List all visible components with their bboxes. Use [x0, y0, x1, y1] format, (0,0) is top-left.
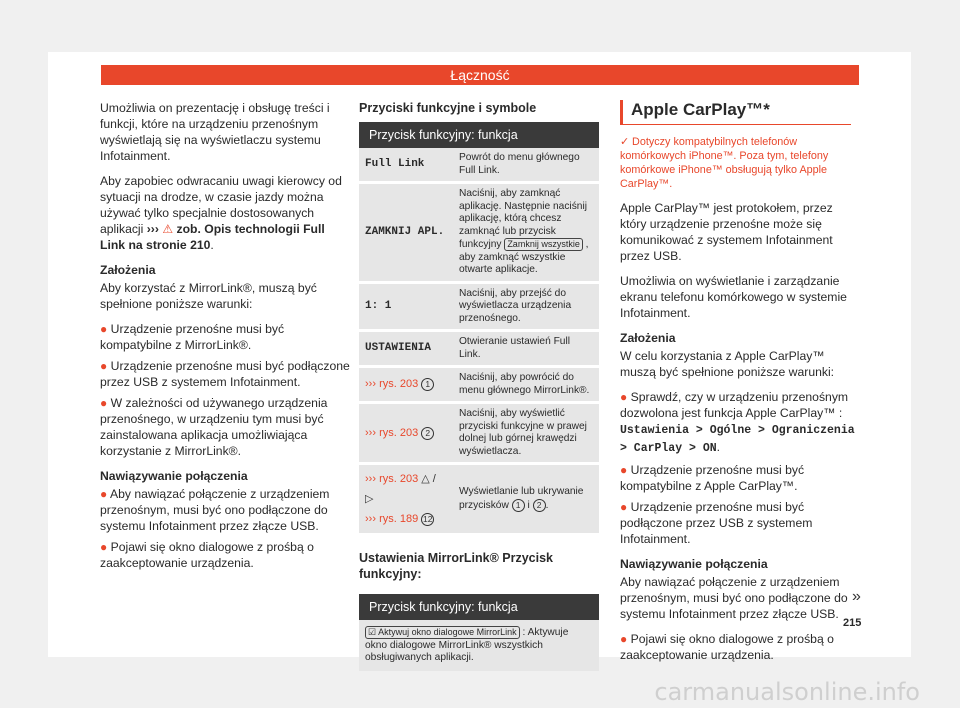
paragraph: W celu korzystania z Apple CarPlay™ muszą być spełnione poniższe warunki:: [620, 349, 835, 379]
table-key: ZAMKNIJ APL.: [359, 183, 453, 283]
bullet-icon: ●: [100, 359, 108, 373]
list-item: ● Urządzenie przenośne musi być podłączone przez USB z systemem Infotainment.: [100, 359, 350, 389]
figure-ref-link[interactable]: rys. 189: [379, 513, 419, 525]
section-title: Ustawienia MirrorLink® Przycisk funkcyjny:: [359, 551, 554, 581]
table-key: ››› rys. 203 1: [359, 367, 453, 403]
callout-number: 1: [421, 378, 434, 391]
table-key: ››› rys. 203 2: [359, 403, 453, 464]
warning-icon: ⚠: [162, 222, 174, 236]
table-header: Przycisk funkcyjny: funkcja: [359, 122, 599, 148]
table-row: [359, 183, 599, 283]
table-row: [359, 403, 599, 464]
column-apple-carplay: [620, 100, 860, 668]
table-value: Naciśnij, aby przejść do wyświetlacza urządzenia przenośnego.: [453, 282, 599, 331]
page-number: 215: [843, 617, 862, 629]
paragraph: Umożliwia on prezentację i obsługę treści i funkcji, które na urządzeniu przenośnym wyświetlają się na wyświetlaczu systemu Infotainment.: [100, 101, 330, 163]
paragraph: Umożliwia on wyświetlanie i zarządzanie ekranu telefonu komórkowego w systemie Infotainment.: [620, 274, 847, 320]
column-mirrorlink-intro: [100, 100, 350, 576]
table-value: Otwieranie ustawień Full Link.: [453, 331, 599, 367]
figure-ref-link[interactable]: rys. 203: [379, 426, 419, 439]
list-item: ● Pojawi się okno dialogowe z prośbą o zaakceptowanie urządzenia.: [100, 540, 314, 570]
callout-number: 2: [421, 427, 434, 440]
heading-connection: Nawiązywanie połączenia: [100, 469, 248, 483]
list-item: ● Urządzenie przenośne musi być kompatybilne z MirrorLink®.: [100, 322, 285, 352]
table-row: [359, 331, 599, 367]
list-item: ● Urządzenie przenośne musi być kompatybilne z Apple CarPlay™.: [620, 463, 805, 493]
heading-requirements: Założenia: [100, 263, 156, 277]
figure-ref-link[interactable]: rys. 203: [379, 473, 419, 485]
paragraph: Apple CarPlay™ jest protokołem, przez który urządzenie przenośne może się komunikować z systemem Infotainment przez USB.: [620, 201, 833, 263]
callout-number: 1: [512, 499, 525, 512]
arrow-symbols: △ / ▷: [365, 473, 436, 505]
table-value: Naciśnij, aby wyświetlić przyciski funkcyjne w prawej dolnej lub górnej krawędzi wyświetlacza.: [453, 403, 599, 464]
bullet-icon: ●: [100, 322, 108, 336]
continued-icon: »: [852, 588, 861, 605]
table-key: ››› rys. 203 △ / ▷ ››› rys. 189 12: [359, 464, 453, 535]
list-item: ● Sprawdź, czy w urządzeniu przenośnym dozwolona jest funkcja Apple CarPlay™ : Ustawienia > Ogólne > Ograniczenia > CarPlay > ON.: [620, 390, 855, 455]
list-item: ● W zależności od używanego urządzenia przenośnego, w urządzeniu tym musi być zainstalowana aplikacja umożliwiająca korzystanie z MirrorLink®.: [100, 396, 328, 458]
table-value: Powrót do menu głównego Full Link.: [453, 148, 599, 183]
list-item: ● Pojawi się okno dialogowe z prośbą o zaakceptowanie urządzenia.: [620, 632, 834, 662]
section-title: Przyciski funkcyjne i symbole: [359, 101, 537, 115]
bullet-icon: ●: [100, 487, 108, 501]
table-key: USTAWIENIA: [359, 331, 453, 367]
table-value: Naciśnij, aby powrócić do menu głównego MirrorLink®.: [453, 367, 599, 403]
close-all-button[interactable]: Zamknij wszystkie: [504, 238, 583, 251]
bullet-icon: ●: [620, 390, 628, 404]
list-item: ● Urządzenie przenośne musi być podłączone przez USB z systemem Infotainment.: [620, 500, 813, 546]
table-row: [359, 367, 599, 403]
checkbox-icon: ☑: [368, 627, 377, 637]
paragraph-warning: Aby zapobiec odwracaniu uwagi kierowcy od sytuacji na drodze, w czasie jazdy można używać tylko specjalnie dostosowanych aplikacji ››› ⚠ zob. Opis technologii Full Link na stronie 210.: [100, 174, 342, 252]
table-value: Naciśnij, aby zamknąć aplikację. Następnie naciśnij aplikację, którą chcesz zamknąć lub przycisk funkcyjny Zamknij wszystkie , aby zamknąć wszystkie otwarte aplikacje.: [453, 183, 599, 283]
table-value: Wyświetlanie lub ukrywanie przycisków 1 i 2 .: [453, 464, 599, 535]
table-header: Przycisk funkcyjny: funkcja: [359, 594, 599, 620]
table-key: 1: 1: [359, 282, 453, 331]
bullet-icon: ●: [620, 463, 628, 477]
bullet-icon: ●: [100, 540, 108, 554]
function-table: [359, 148, 599, 536]
arrow-ref: ›››: [146, 222, 159, 236]
cross-reference-link[interactable]: zob. Opis technologii Full Link na stronie 210: [100, 222, 325, 252]
table-row: [359, 282, 599, 331]
bullet-icon: ●: [620, 500, 628, 514]
heading-requirements: Założenia: [620, 331, 676, 345]
paragraph: Aby nawiązać połączenie z urządzeniem przenośnym, musi być ono podłączone do systemu Infotainment przez złącze USB.: [620, 575, 848, 621]
compatibility-note: ✓ Dotyczy kompatybilnych telefonów komórkowych iPhone™. Poza tym, telefony komórkowe iPhone™ obsługują tylko Apple CarPlay™.: [620, 136, 829, 190]
table-row: [359, 148, 599, 183]
page-header: Łączność: [101, 65, 859, 85]
figure-ref-link[interactable]: rys. 203: [379, 378, 419, 390]
callout-number: 12: [423, 514, 433, 524]
activate-dialog-checkbox[interactable]: ☑ Aktywuj okno dialogowe MirrorLink: [365, 626, 520, 639]
bullet-icon: ●: [100, 396, 108, 410]
mirrorlink-setting: ☑ Aktywuj okno dialogowe MirrorLink : Aktywuje okno dialogowe MirrorLink® wszystkich obsługiwanych aplikacji.: [359, 620, 599, 671]
settings-path: Ustawienia > Ogólne > Ograniczenia > CarPlay > ON: [620, 424, 855, 455]
heading-connection: Nawiązywanie połączenia: [620, 557, 768, 571]
table-row: [359, 464, 599, 535]
callout-number: 2: [533, 499, 546, 512]
list-item: ● Aby nawiązać połączenie z urządzeniem przenośnym, musi być ono podłączone do systemu Infotainment przez złącze USB.: [100, 487, 330, 533]
column-function-buttons: [359, 100, 599, 671]
watermark: carmanualsonline.info: [654, 678, 920, 706]
paragraph: Aby korzystać z MirrorLink®, muszą być spełnione poniższe warunki:: [100, 281, 317, 311]
bullet-icon: ●: [620, 632, 628, 646]
table-key: Full Link: [359, 148, 453, 183]
section-title: Apple CarPlay™*: [620, 100, 851, 125]
